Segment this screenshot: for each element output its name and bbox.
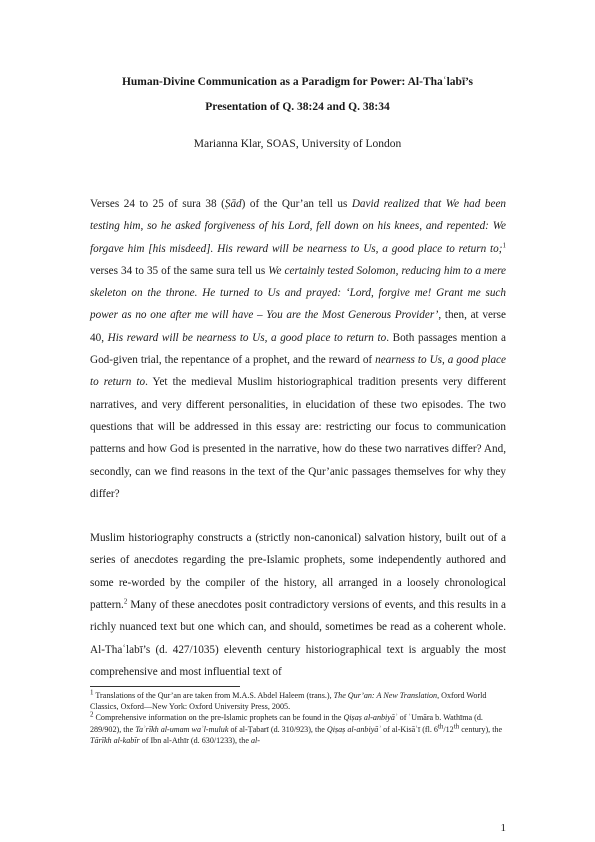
footnote-1: $^1$ Translations of the Qur’an are taken from M.A.S. Abdel Haleem (trans.), The Qur’an: A New Translation, Oxford World Classics, Oxford—New York: Oxford University Press, 2005. <box>90 688 487 712</box>
footnote-divider <box>90 686 240 687</box>
body-text <box>90 193 506 705</box>
paragraph-1: Verses 24 to 25 of sura 38 (Ṣād) of the Qur’an tell us David realized that We had been testing him, so he asked forgiveness of his Lord, fell down on his knees, and repented: We forgave him [his misdeed]. His reward will be nearness to Us, a good place to return to;$^1$ verses 34 to 35 of the same sura tell us We certainly tested Solomon, reducing him to a mere skeleton on the throne. He turned to Us and prayed: ‘Lord, forgive me! Grant me such power as no one after me will have – You are the Most Generous Provider’, then, at verse 40, His reward will be nearness to Us, a good place to return to. Both passages mention a God-given trial, the repentance of a prophet, and the reward of nearness to Us, a good place to return to. Yet the medieval Muslim historiographical tradition presents very different narratives, and very different personalities, in elucidation of these two episodes. The two questions that will be addressed in this essay are: restricting our focus to communication patterns and how God is presented in the narrative, how do these two narratives differ? And, secondly, can we find reasons in the text of the Qur’anic passages themselves for why they differ? <box>90 198 507 500</box>
footnote-2: $^2$ Comprehensive information on the pre-Islamic prophets can be found in the Qiṣaṣ al-anbiyāʾ of ʿUmāra b. Wathīma (d. 289/902), the Taʾrīkh al-umam waʾl-muluk of al-Ṭabarī (d. 310/923), the Qiṣaṣ al-anbiyāʾ of al-Kisāʾī (fl. 6th/12th century), the Tārīkh al-kabīr of Ibn al-Athīr (d. 630/1233), the al- <box>90 710 503 745</box>
title-line-2: Presentation of Q. 38:24 and Q. 38:34 <box>205 101 390 113</box>
footnote-ref-2[interactable]: 2 <box>123 597 128 606</box>
page-number: 1 <box>500 822 506 834</box>
author-affiliation: Marianna Klar, SOAS, University of London <box>193 138 402 150</box>
title-line-1: Human-Divine Communication as a Paradigm for Power: Al-Thaʿlabī’s <box>121 76 474 88</box>
paper-title <box>60 70 535 120</box>
footnotes <box>90 690 506 746</box>
paragraph-2: Muslim historiography constructs a (strictly non-canonical) salvation history, built out of a series of anecdotes regarding the pre-Islamic prophets, some independently authored and some re-worded by the compiler of the history, all arranged in a loosely chronological pattern.$^2$ Many of these anecdotes posit contradictory versions of events, and this results in a richly nuanced text but one which can, and should, sometimes be read as a coherent whole. Al-Thaʿlabī’s (d. 427/1035) eleventh century historiographical text is arguably the most comprehensive and most influential text of <box>90 532 506 678</box>
footnote-ref-1[interactable]: 1 <box>502 240 506 249</box>
